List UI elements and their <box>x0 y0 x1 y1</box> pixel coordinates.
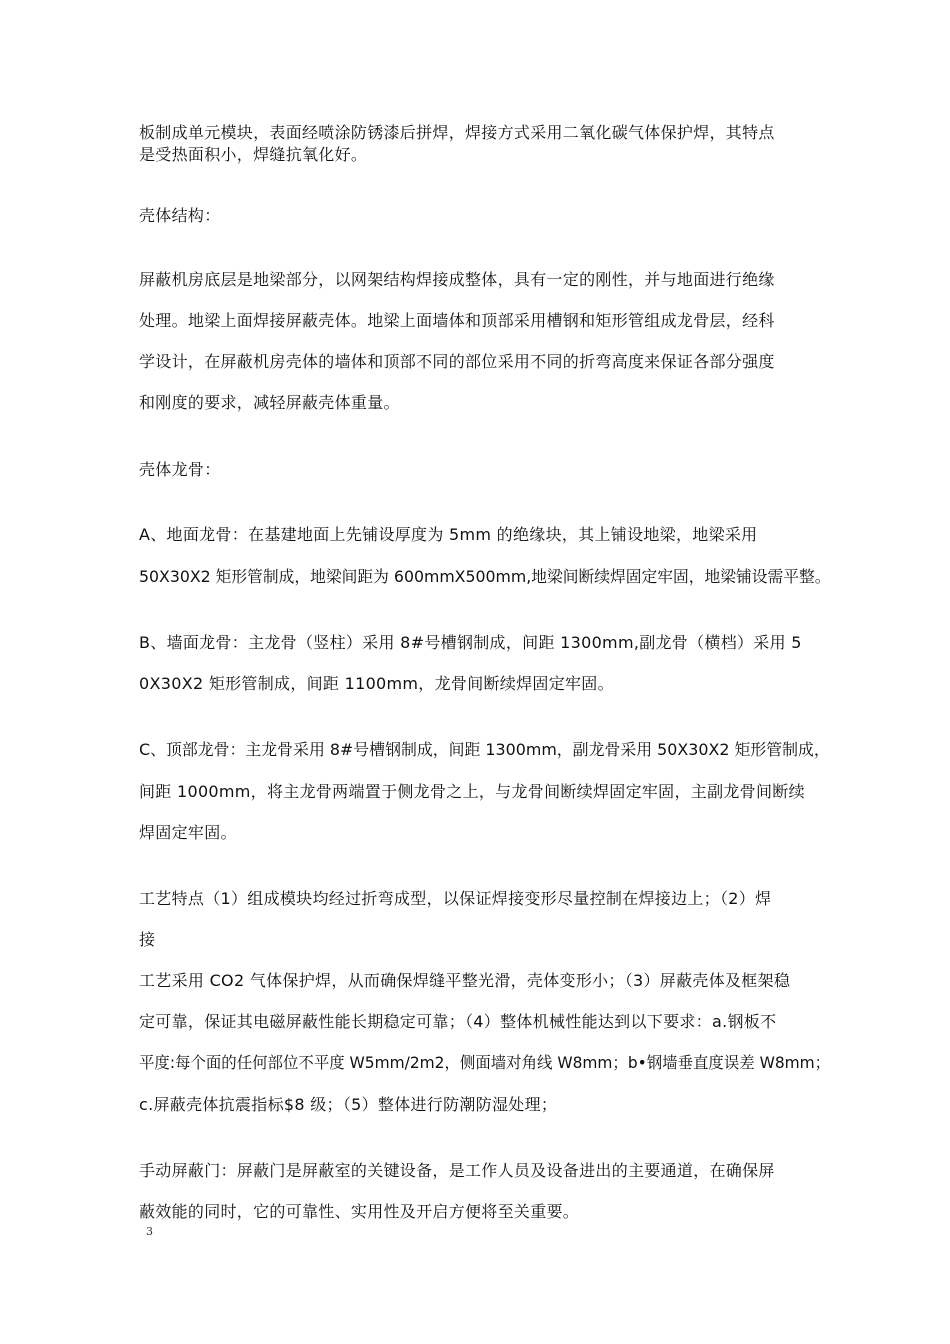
text-line: 屏蔽机房底层是地梁部分，以网架结构焊接成整体，具有一定的刚性，并与地面进行绝缘 <box>139 270 775 289</box>
section-heading: 壳体龙骨： <box>139 460 221 479</box>
page-number: 3 <box>146 1225 153 1238</box>
text-line: 和刚度的要求，减轻屏蔽壳体重量。 <box>139 393 400 412</box>
text-line: 定可靠，保证其电磁屏蔽性能长期稳定可靠；（4）整体机械性能达到以下要求：a.钢板不 <box>139 1012 777 1031</box>
text-line: 学设计，在屏蔽机房壳体的墙体和顶部不同的部位采用不同的折弯高度来保证各部分强度 <box>139 352 775 371</box>
text-line: 工艺采用 CO2 气体保护焊，从而确保焊缝平整光滑，壳体变形小；（3）屏蔽壳体及框架稳 <box>139 971 791 990</box>
text-line: 板制成单元模块，表面经喷涂防锈漆后拼焊，焊接方式采用二氧化碳气体保护焊，其特点 <box>139 123 775 142</box>
text-line: A、地面龙骨：在基建地面上先铺设厚度为 5mm 的绝缘块，其上铺设地梁，地梁采用 <box>139 525 758 544</box>
text-line: C、顶部龙骨：主龙骨采用 8#号槽钢制成，间距 1300mm，副龙骨采用 50X30X2 矩形管制成， <box>139 740 830 759</box>
section-heading: 壳体结构： <box>139 206 221 225</box>
text-line: 处理。地梁上面焊接屏蔽壳体。地梁上面墙体和顶部采用槽钢和矩形管组成龙骨层，经科 <box>139 311 775 330</box>
text-line: 焊固定牢固。 <box>139 823 237 842</box>
text-line: 间距 1000mm，将主龙骨两端置于侧龙骨之上，与龙骨间断续焊固定牢固，主副龙骨间断续 <box>139 782 805 801</box>
text-line: 50X30X2 矩形管制成，地梁间距为 600mmX500mm,地梁间断续焊固定牢固，地梁铺设需平整。 <box>139 567 831 586</box>
text-line: 0X30X2 矩形管制成，间距 1100mm，龙骨间断续焊固定牢固。 <box>139 674 614 693</box>
text-line: B、墙面龙骨：主龙骨（竖柱）采用 8#号槽钢制成，间距 1300mm,副龙骨（横档）采用 5 <box>139 633 802 652</box>
text-line: 工艺特点（1）组成模块均经过折弯成型，以保证焊接变形尽量控制在焊接边上；（2）焊 <box>139 889 772 908</box>
text-line: 蔽效能的同时，它的可靠性、实用性及开启方便将至关重要。 <box>139 1202 580 1221</box>
text-line: 手动屏蔽门：屏蔽门是屏蔽室的关键设备，是工作人员及设备进出的主要通道，在确保屏 <box>139 1161 775 1180</box>
text-line: c.屏蔽壳体抗震指标$8 级；（5）整体进行防潮防湿处理； <box>139 1095 558 1114</box>
text-line: 是受热面积小，焊缝抗氧化好。 <box>139 145 368 164</box>
text-line: 接 <box>139 930 156 949</box>
text-line: 平度:每个面的任何部位不平度 W5mm/2m2，侧面墙对角线 W8mm；b•钢墙垂直度误差 W8mm； <box>139 1053 831 1072</box>
